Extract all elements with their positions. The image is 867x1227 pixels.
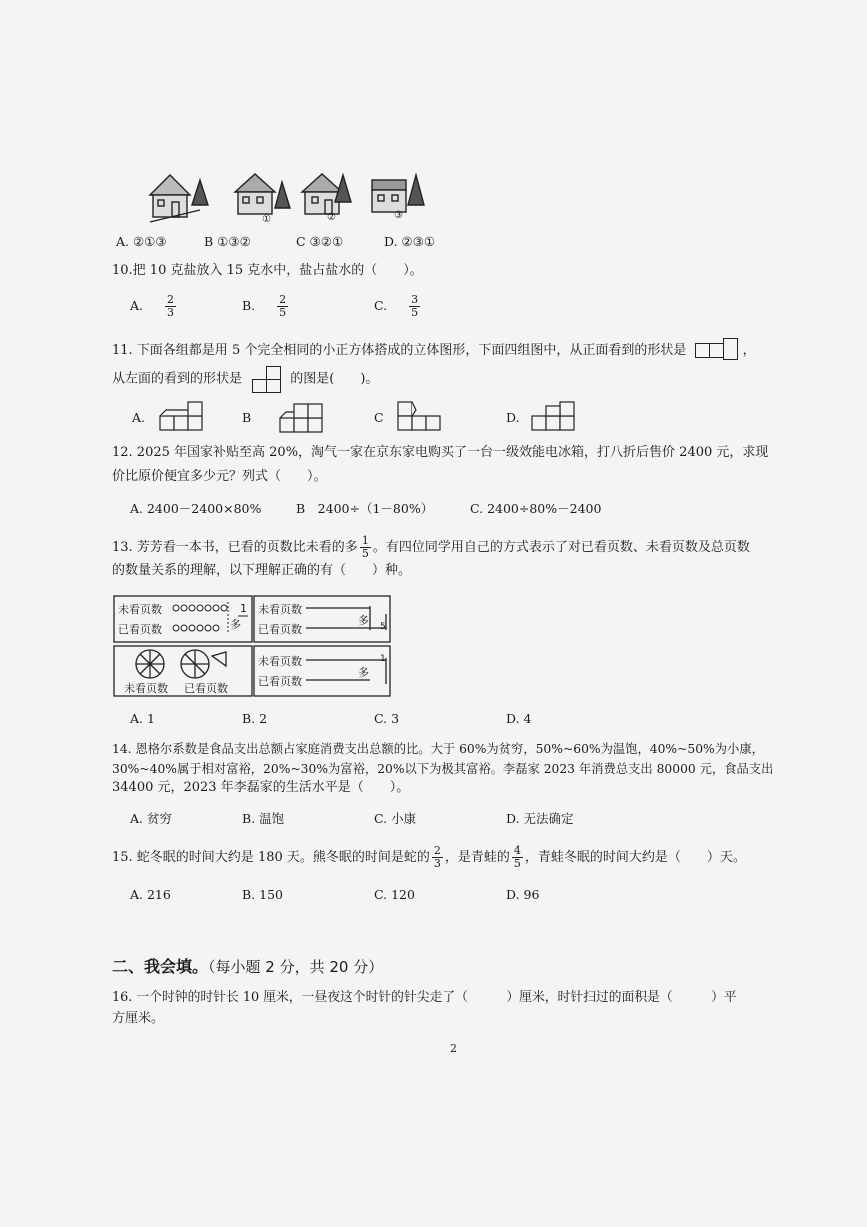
box1-unread-label: 未看页数: [118, 603, 162, 616]
box2-more-label: 多: [358, 614, 369, 627]
q9-option-c[interactable]: C ③②①: [296, 234, 344, 249]
q11-stem-part2: 从左面的看到的形状是: [112, 371, 243, 387]
q15-stem-b: ，是青蛙的: [444, 850, 510, 865]
q9-house-figures: [0, 160, 867, 240]
q16-stem-line1: 16. 一个时钟的时针长 10 厘米，一昼夜这个时针的针尖走了（ ）厘米，时针扫过的面积是（ ）平: [112, 990, 737, 1005]
view-label-3: ③: [394, 210, 403, 221]
q15-f2-den: 5: [513, 857, 521, 870]
q10-option-b[interactable]: [242, 294, 290, 319]
q14-stem-line2: 30%~40%属于相对富裕，20%~30%为富裕，20%以下为极其富裕。李磊家 2023 年消费总支出 80000 元，食品支出: [112, 762, 774, 776]
view-label-1: ①: [262, 214, 271, 225]
pie-read-label: 已看页数: [184, 682, 228, 695]
q10-option-a-label: A.: [130, 298, 144, 313]
box4-read-label: 已看页数: [258, 675, 302, 688]
q15-option-b[interactable]: B. 150: [242, 887, 283, 902]
box4-one-label: 1: [380, 654, 386, 664]
q11-option-c-label[interactable]: C: [374, 410, 384, 425]
q11-option-b-label[interactable]: B: [242, 410, 252, 425]
q10-a-num: 2: [167, 293, 174, 306]
section-2-heading: [112, 954, 383, 977]
left-view-shape-figure: [252, 366, 280, 392]
q9-option-d[interactable]: D. ②③①: [384, 234, 436, 249]
cubes-c-figure: [398, 402, 440, 430]
pie-unread-label: 未看页数: [124, 682, 168, 695]
q15-option-d[interactable]: D. 96: [506, 887, 540, 902]
q15-fraction-1: [432, 845, 443, 870]
q13-stem-a: 13. 芳芳看一本书，已看的页数比未看的多: [112, 540, 358, 555]
q14-option-a[interactable]: A. 贫穷: [130, 811, 172, 826]
q10-option-a[interactable]: [130, 294, 178, 319]
q9-option-b[interactable]: B ①③②: [204, 234, 251, 249]
q13-option-b[interactable]: B. 2: [242, 711, 268, 726]
q10-option-b-fraction: [277, 294, 288, 319]
q15-f1-den: 3: [433, 857, 441, 870]
q11-stem-line1: [112, 338, 756, 360]
q10-c-den: 5: [411, 306, 419, 319]
q13-fraction: [360, 535, 371, 560]
q15-stem-c: ，青蛙冬眠的时间大约是（ ）天。: [524, 850, 746, 865]
q13-stem-line1: [112, 535, 750, 560]
q13-stem-line2: 的数量关系的理解，以下理解正确的有（ ）种。: [112, 563, 412, 578]
cubes-d-figure: [532, 402, 574, 430]
q12-option-b[interactable]: B 2400÷（1－80%）: [296, 501, 434, 516]
q13-frac-den: 5: [361, 547, 369, 560]
q11-stem-part2-end: 的图是( )。: [290, 371, 379, 387]
q10-option-c[interactable]: [374, 294, 422, 319]
house-view-1-figure: [235, 174, 290, 214]
box2-five-label: 5: [380, 622, 386, 632]
box1-read-label: 已看页数: [118, 623, 162, 636]
box2-read-label: 已看页数: [258, 623, 302, 636]
front-view-shape-figure: [696, 343, 738, 358]
q14-stem-line1: 14. 恩格尔系数是食品支出总额占家庭消费支出总额的比。大于 60%为贫穷，50%~60%为温饱，40%~50%为小康，: [112, 742, 764, 756]
q10-option-c-label: C.: [374, 298, 388, 313]
page-number: 2: [450, 1042, 457, 1055]
q12-stem-line2: 价比原价便宜多少元？列式（ ）。: [112, 469, 327, 484]
q12-option-c[interactable]: C. 2400÷80%－2400: [470, 501, 602, 516]
q12-stem-line1: 12. 2025 年国家补贴至高 20%，淘气一家在京东家电购买了一台一级效能电冰箱，打八折后售价 2400 元，求现: [112, 445, 769, 460]
q10-c-num: 3: [411, 293, 419, 306]
q13-option-a[interactable]: A. 1: [130, 711, 155, 726]
q15-stem-a: 15. 蛇冬眠的时间大约是 180 天。熊冬眠的时间是蛇的: [112, 850, 430, 865]
house-view-2-figure: [302, 174, 351, 214]
house-original-figure: [150, 175, 208, 222]
q14-option-d[interactable]: D. 无法确定: [506, 811, 574, 826]
q10-option-c-fraction: [409, 294, 420, 319]
q13-frac-num: 1: [361, 534, 369, 547]
q12-option-a[interactable]: A. 2400－2400×80%: [130, 501, 262, 516]
q14-option-b[interactable]: B. 温饱: [242, 811, 285, 826]
box1-more-label: 多: [230, 618, 241, 631]
q9-option-a[interactable]: A. ②①③: [116, 234, 167, 249]
box4-unread-label: 未看页数: [258, 655, 302, 668]
box4-more-label: 多: [358, 666, 369, 679]
q15-option-a[interactable]: A. 216: [130, 887, 171, 902]
q15-stem: [112, 845, 746, 870]
q15-option-c[interactable]: C. 120: [374, 887, 415, 902]
q11-option-a-label[interactable]: A.: [132, 410, 146, 425]
q13-option-d[interactable]: D. 4: [506, 711, 532, 726]
q13-stem-b: 。有四位同学用自己的方式表示了对已看页数、未看页数及总页数: [372, 540, 750, 555]
view-label-2: ②: [327, 212, 336, 223]
q11-stem-part1-end: ，: [742, 343, 756, 358]
cubes-b-figure: [280, 404, 322, 432]
q11-stem-part1: 11. 下面各组都是用 5 个完全相同的小正方体搭成的立体图形，下面四组图中，从正面看到的形状是: [112, 343, 687, 358]
q15-f1-num: 2: [433, 844, 441, 857]
q15-fraction-2: [512, 845, 523, 870]
q10-option-b-label: B.: [242, 298, 256, 313]
q14-option-c[interactable]: C. 小康: [374, 811, 417, 826]
q11-stem-line2: [112, 366, 378, 392]
q10-b-den: 5: [279, 306, 287, 319]
q10-a-den: 3: [167, 306, 174, 319]
q10-b-num: 2: [279, 293, 287, 306]
cubes-a-figure: [160, 402, 202, 430]
box2-unread-label: 未看页数: [258, 603, 302, 616]
q10-stem: 10.把 10 克盐放入 15 克水中，盐占盐水的（ ）。: [112, 263, 423, 278]
q15-f2-num: 4: [513, 844, 521, 857]
q16-stem-line2: 方厘米。: [112, 1011, 165, 1026]
q13-option-c[interactable]: C. 3: [374, 711, 400, 726]
q10-option-a-fraction: [165, 294, 176, 319]
section-2-note: （每小题 2 分，共 20 分）: [208, 958, 384, 976]
box1-one-label: 1: [240, 602, 247, 615]
q11-cube-figures: [0, 398, 867, 438]
q14-stem-line3: 34400 元，2023 年李磊家的生活水平是（ ）。: [112, 780, 410, 795]
section-2-title: 二、我会填。: [112, 957, 209, 976]
house-view-3-figure: [372, 175, 424, 212]
q11-option-d-label[interactable]: D.: [506, 410, 520, 425]
